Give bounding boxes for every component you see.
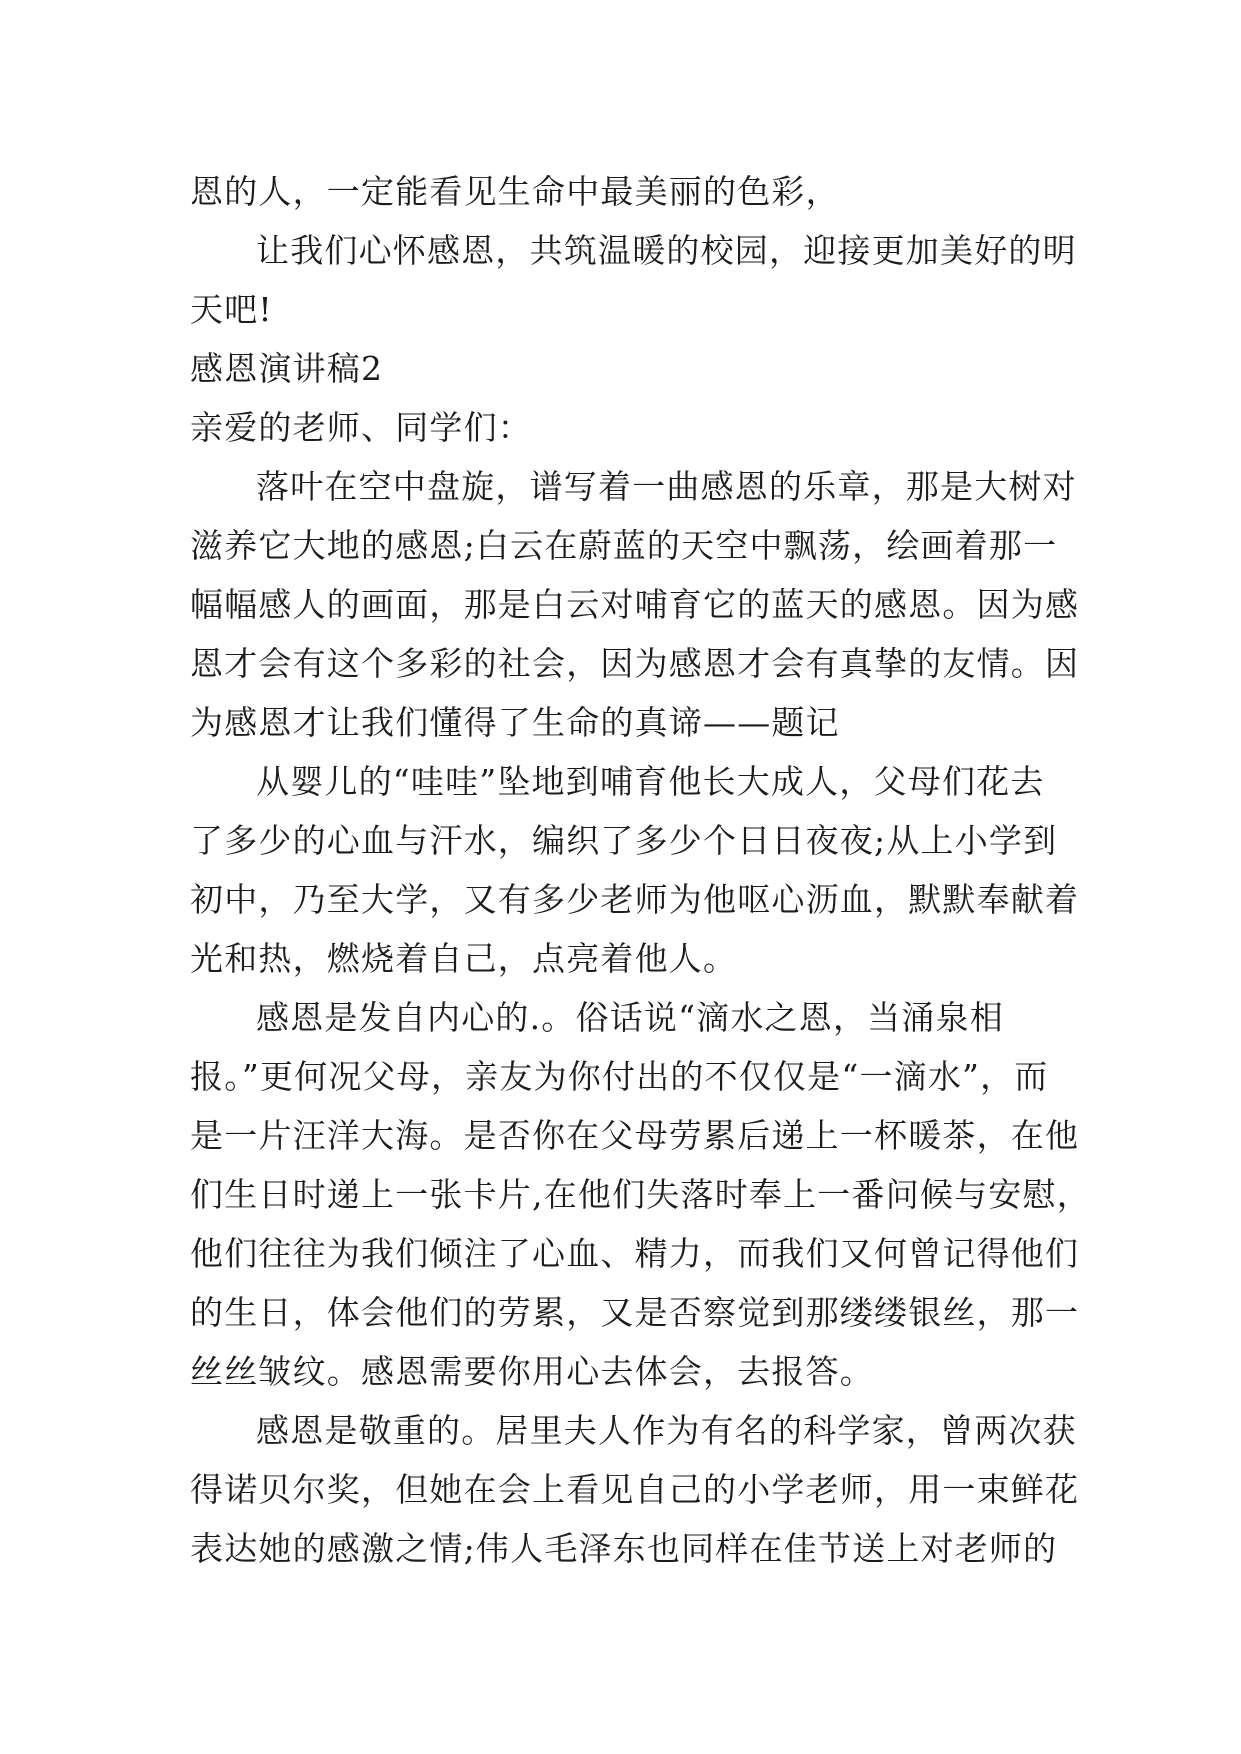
text-line: 感恩演讲稿2 [190,349,384,388]
text-line: 的生日，体会他们的劳累，又是否察觉到那缕缕银丝，那一 [190,1293,1080,1332]
text-line: 他们往往为我们倾注了心血、精力，而我们又何曾记得他们 [190,1234,1080,1273]
text-line: 让我们心怀感恩，共筑温暖的校园，迎接更加美好的明 [256,231,1077,270]
text-line: 滋养它大地的感恩;白云在蔚蓝的天空中飘荡，绘画着那一 [190,526,1058,565]
text-line: 从婴儿的“哇哇”坠地到哺育他长大成人，父母们花去 [256,762,1045,801]
text-line: 了多少的心血与汗水，编织了多少个日日夜夜;从上小学到 [190,821,1058,860]
text-line: 是一片汪洋大海。是否你在父母劳累后递上一杯暖茶，在他 [190,1116,1080,1155]
text-line: 感恩是敬重的。居里夫人作为有名的科学家，曾两次获 [256,1411,1077,1450]
document-body [190,162,1091,1578]
text-line: 得诺贝尔奖，但她在会上看见自己的小学老师，用一束鲜花 [190,1470,1080,1509]
text-line: 们生日时递上一张卡片,在他们失落时奉上一番问候与安慰， [190,1175,1091,1214]
text-line: 为感恩才让我们懂得了生命的真谛——题记 [190,703,840,742]
text-line: 光和热，燃烧着自己，点亮着他人。 [190,939,738,978]
text-line: 恩才会有这个多彩的社会，因为感恩才会有真挚的友情。因 [190,644,1080,683]
text-line: 落叶在空中盘旋，谱写着一曲感恩的乐章，那是大树对 [256,467,1077,506]
text-line: 天吧! [190,290,273,329]
text-line: 报。”更何况父母，亲友为你付出的不仅仅是“一滴水”，而 [190,1057,1049,1096]
text-line: 初中，乃至大学，又有多少老师为他呕心沥血，默默奉献着 [190,880,1080,919]
text-line: 表达她的感激之情;伟人毛泽东也同样在佳节送上对老师的 [190,1529,1058,1568]
text-line: 幅幅感人的画面，那是白云对哺育它的蓝天的感恩。因为感 [190,585,1080,624]
text-line: 恩的人，一定能看见生命中最美丽的色彩， [190,172,840,211]
text-line: 丝丝皱纹。感恩需要你用心去体会，去报答。 [190,1352,874,1391]
text-line: 感恩是发自内心的.。俗话说“滴水之恩，当涌泉相 [256,998,1004,1037]
text-line: 亲爱的老师、同学们： [190,408,532,447]
